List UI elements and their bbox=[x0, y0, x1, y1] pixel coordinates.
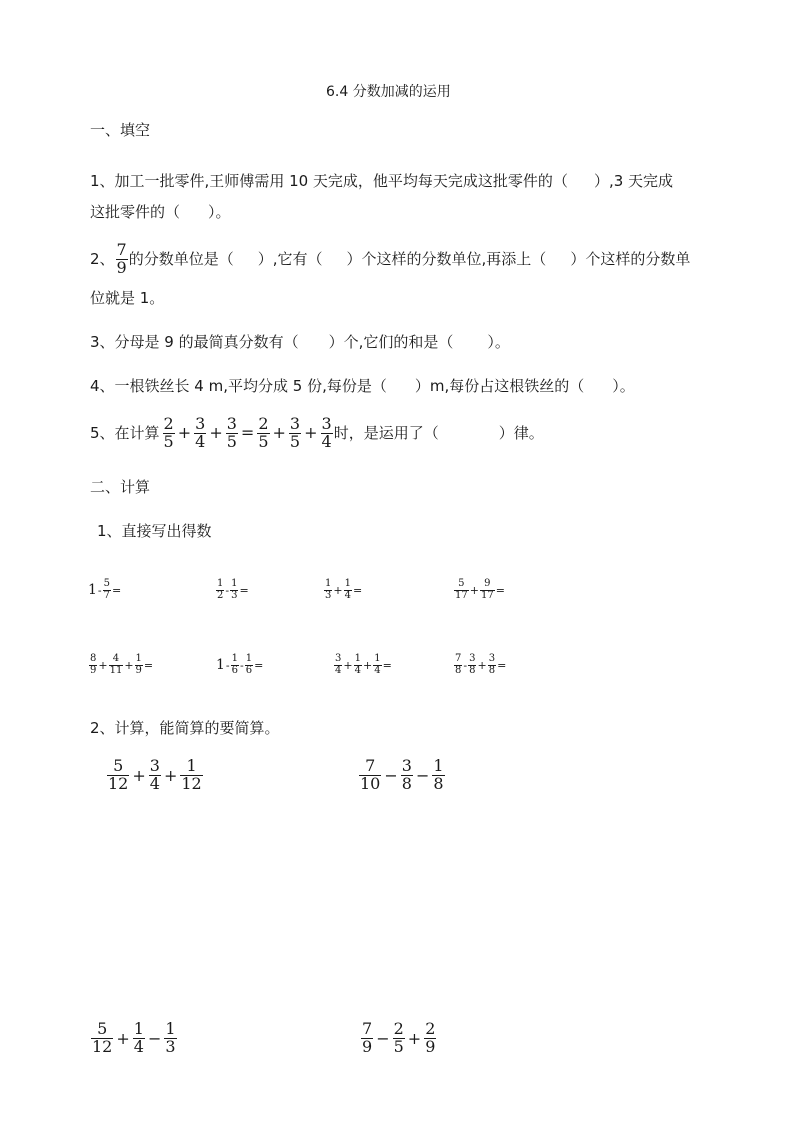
fraction bbox=[324, 579, 332, 601]
fraction bbox=[289, 416, 301, 451]
question-1-line-1 bbox=[90, 171, 673, 191]
operator-sign: + bbox=[477, 658, 487, 672]
subsection-mental-math-heading: 1、直接写出得数 bbox=[97, 522, 212, 540]
operator-sign: + bbox=[124, 658, 134, 672]
fraction-denominator: 4 bbox=[195, 431, 206, 451]
fraction-numerator: 1 bbox=[231, 578, 238, 589]
fraction-denominator: 9 bbox=[425, 1036, 436, 1056]
fraction-denominator: 8 bbox=[433, 773, 444, 793]
fraction bbox=[334, 654, 342, 676]
fraction-denominator: 10 bbox=[360, 773, 381, 793]
fraction bbox=[231, 654, 239, 676]
calc-problem bbox=[90, 1021, 178, 1056]
fraction bbox=[194, 416, 206, 451]
operator-sign: = bbox=[352, 583, 363, 597]
fraction-numerator: 7 bbox=[116, 240, 127, 259]
fraction-denominator: 6 bbox=[231, 664, 239, 676]
operator-sign: = bbox=[112, 583, 122, 597]
operator-sign: = bbox=[239, 583, 249, 597]
fraction-numerator: 1 bbox=[231, 653, 239, 664]
operator-sign: + bbox=[209, 423, 223, 443]
fraction bbox=[480, 579, 495, 601]
fraction-denominator: 12 bbox=[92, 1036, 113, 1056]
fraction-numerator: 1 bbox=[186, 756, 197, 775]
q1-text-b: ）,3 天完成 bbox=[593, 172, 674, 190]
fraction-numerator: 1 bbox=[133, 1019, 144, 1038]
fraction bbox=[230, 579, 238, 601]
fraction bbox=[135, 654, 143, 676]
q1-text-d: ）。 bbox=[208, 203, 231, 221]
operator-sign: − bbox=[415, 765, 430, 785]
operator-sign: - bbox=[463, 658, 468, 672]
operator-sign: − bbox=[376, 1028, 390, 1048]
fraction-numerator: 3 bbox=[195, 414, 206, 433]
fraction bbox=[401, 758, 413, 793]
fraction-numerator: 3 bbox=[401, 756, 412, 775]
mental-problem bbox=[323, 579, 362, 601]
fraction-denominator: 9 bbox=[90, 664, 97, 676]
fraction-denominator: 8 bbox=[488, 664, 496, 676]
fraction-denominator: 8 bbox=[401, 773, 412, 793]
calc-problem bbox=[106, 758, 204, 793]
fraction-numerator: 2 bbox=[393, 1019, 404, 1038]
fraction bbox=[424, 1021, 436, 1056]
fraction bbox=[133, 1021, 145, 1056]
operator-sign: = bbox=[143, 658, 154, 672]
fraction-numerator: 1 bbox=[217, 578, 224, 589]
q2-text-c: ）个这样的分数单位,再添上（ bbox=[346, 250, 547, 269]
q1-text-a: 1、加工一批零件,王师傅需用 10 天完成，他平均每天完成这批零件的（ bbox=[90, 172, 568, 190]
fraction-denominator: 11 bbox=[109, 664, 123, 676]
fraction bbox=[454, 579, 469, 601]
fraction-denominator: 9 bbox=[116, 257, 127, 277]
question-5 bbox=[90, 416, 544, 451]
fraction bbox=[257, 416, 269, 451]
fraction-denominator: 5 bbox=[393, 1036, 404, 1056]
fraction-denominator: 6 bbox=[245, 664, 253, 676]
fraction-numerator: 2 bbox=[163, 414, 174, 433]
subsection-simplify-heading: 2、计算，能简算的要简算。 bbox=[90, 719, 280, 737]
q3-text-a: 3、分母是 9 的最简真分数有（ bbox=[90, 333, 299, 351]
fraction-numerator: 3 bbox=[469, 653, 476, 664]
fraction-denominator: 5 bbox=[163, 431, 174, 451]
operator-sign: + bbox=[469, 583, 479, 597]
mental-problem bbox=[333, 654, 392, 676]
fraction-numerator: 9 bbox=[484, 578, 491, 589]
fraction bbox=[432, 758, 444, 793]
operator-sign: + bbox=[272, 423, 286, 443]
fraction-numerator: 4 bbox=[112, 653, 120, 664]
fraction-numerator: 1 bbox=[165, 1019, 176, 1038]
fraction-numerator: 1 bbox=[354, 653, 361, 664]
whole-number: 1 bbox=[88, 582, 97, 598]
fraction-numerator: 7 bbox=[455, 653, 462, 664]
fraction bbox=[109, 654, 124, 676]
fraction-numerator: 1 bbox=[135, 653, 142, 664]
fraction bbox=[103, 579, 111, 601]
operator-sign: - bbox=[225, 583, 230, 597]
fraction-denominator: 3 bbox=[165, 1036, 176, 1056]
fraction-numerator: 8 bbox=[90, 653, 97, 664]
operator-sign: = bbox=[382, 658, 392, 672]
fraction-denominator: 4 bbox=[354, 664, 361, 676]
operator-sign: - bbox=[225, 658, 230, 672]
fraction bbox=[354, 654, 362, 676]
fraction bbox=[89, 654, 97, 676]
operator-sign: - bbox=[240, 658, 244, 672]
fraction-denominator: 7 bbox=[103, 589, 111, 601]
fraction-numerator: 1 bbox=[433, 756, 444, 775]
page-title: 6.4 分数加减的运用 bbox=[326, 84, 451, 100]
fraction-denominator: 8 bbox=[455, 664, 462, 676]
fraction-numerator: 2 bbox=[258, 414, 269, 433]
mental-problem bbox=[88, 579, 121, 601]
q5-expression bbox=[162, 416, 334, 451]
operator-sign: + bbox=[362, 658, 373, 672]
fraction-denominator: 4 bbox=[321, 431, 332, 451]
fraction bbox=[361, 1021, 373, 1056]
whole-number: 1 bbox=[216, 657, 225, 673]
fraction-numerator: 1 bbox=[325, 578, 332, 589]
operator-sign: = bbox=[254, 658, 264, 672]
fraction bbox=[107, 758, 129, 793]
calc-problem bbox=[358, 758, 446, 793]
section-fill-blank-heading: 一、填空 bbox=[90, 121, 151, 139]
mental-problem bbox=[88, 654, 153, 676]
operator-sign: + bbox=[343, 658, 353, 672]
q5-text-c: ）律。 bbox=[498, 424, 544, 443]
mental-problem bbox=[216, 654, 263, 676]
operator-sign: = bbox=[495, 583, 505, 597]
q2-number: 2、 bbox=[90, 250, 115, 269]
fraction-denominator: 17 bbox=[480, 589, 494, 601]
fraction-denominator: 3 bbox=[231, 589, 238, 601]
fraction bbox=[216, 579, 224, 601]
q2-text-a: 的分数单位是（ bbox=[128, 250, 234, 269]
q4-text-c: ）。 bbox=[612, 377, 635, 395]
fraction-numerator: 5 bbox=[103, 578, 111, 589]
fraction-denominator: 4 bbox=[374, 664, 381, 676]
fraction bbox=[164, 1021, 176, 1056]
q3-text-c: ）。 bbox=[487, 333, 510, 351]
fraction-denominator: 5 bbox=[226, 431, 237, 451]
operator-sign: + bbox=[407, 1028, 422, 1048]
fraction bbox=[149, 758, 161, 793]
fraction-numerator: 3 bbox=[488, 653, 496, 664]
fraction-numerator: 1 bbox=[374, 653, 381, 664]
fraction-denominator: 5 bbox=[289, 431, 301, 451]
fraction-numerator: 3 bbox=[226, 414, 237, 433]
operator-sign: − bbox=[384, 765, 398, 785]
q4-text-b: ）m,每份占这根铁丝的（ bbox=[414, 377, 585, 395]
fraction bbox=[226, 416, 238, 451]
question-4 bbox=[90, 376, 635, 396]
fraction bbox=[321, 416, 333, 451]
operator-sign: + bbox=[177, 423, 192, 443]
fraction-denominator: 8 bbox=[469, 664, 476, 676]
fraction-numerator: 3 bbox=[335, 653, 342, 664]
q2-fraction bbox=[116, 242, 128, 277]
operator-sign: + bbox=[132, 765, 146, 785]
fraction bbox=[344, 579, 352, 601]
fraction-denominator: 5 bbox=[258, 431, 269, 451]
operator-sign: + bbox=[116, 1028, 130, 1048]
fraction-denominator: 4 bbox=[149, 773, 160, 793]
q1-text-c: 这批零件的（ bbox=[90, 203, 181, 221]
mental-problem bbox=[215, 579, 249, 601]
fraction bbox=[91, 1021, 113, 1056]
question-2-line-1 bbox=[90, 242, 690, 277]
fraction-numerator: 7 bbox=[362, 1019, 373, 1038]
fraction bbox=[359, 758, 381, 793]
fraction-denominator: 4 bbox=[133, 1036, 144, 1056]
q5-text-a: 5、在计算 bbox=[90, 424, 160, 443]
fraction-numerator: 1 bbox=[344, 578, 351, 589]
q2-text-b: ）,它有（ bbox=[257, 250, 323, 269]
fraction bbox=[488, 654, 496, 676]
q5-text-b: 时，是运用了（ bbox=[333, 424, 439, 443]
question-2-line-2: 位就是 1。 bbox=[90, 289, 165, 307]
fraction-denominator: 2 bbox=[217, 589, 224, 601]
fraction-denominator: 9 bbox=[362, 1036, 373, 1056]
fraction-numerator: 1 bbox=[245, 653, 253, 664]
fraction-denominator: 12 bbox=[108, 773, 129, 793]
question-1-line-2 bbox=[90, 202, 231, 222]
operator-sign: - bbox=[97, 583, 102, 597]
fraction-numerator: 2 bbox=[425, 1019, 436, 1038]
fraction-numerator: 3 bbox=[149, 756, 160, 775]
q2-text-d: ）个这样的分数单 bbox=[570, 250, 691, 269]
fraction-denominator: 17 bbox=[455, 589, 468, 601]
fraction-numerator: 7 bbox=[365, 756, 376, 775]
operator-sign: = bbox=[240, 423, 255, 443]
fraction-numerator: 5 bbox=[458, 578, 465, 589]
mental-problem bbox=[453, 654, 506, 676]
fraction bbox=[468, 654, 476, 676]
q3-text-b: ）个,它们的和是（ bbox=[328, 333, 454, 351]
section-calculation-heading: 二、计算 bbox=[90, 478, 151, 496]
operator-sign: + bbox=[304, 423, 318, 443]
operator-sign: + bbox=[163, 765, 178, 785]
mental-problem bbox=[453, 579, 505, 601]
fraction bbox=[163, 416, 175, 451]
operator-sign: + bbox=[98, 658, 108, 672]
operator-sign: − bbox=[147, 1028, 162, 1048]
calc-problem bbox=[360, 1021, 437, 1056]
fraction-numerator: 5 bbox=[97, 1019, 108, 1038]
fraction bbox=[245, 654, 253, 676]
fraction-denominator: 4 bbox=[344, 589, 351, 601]
operator-sign: + bbox=[333, 583, 343, 597]
fraction bbox=[373, 654, 381, 676]
fraction bbox=[393, 1021, 405, 1056]
question-3 bbox=[90, 332, 510, 352]
fraction bbox=[454, 654, 462, 676]
fraction bbox=[180, 758, 202, 793]
fraction-denominator: 12 bbox=[181, 773, 202, 793]
fraction-denominator: 3 bbox=[325, 589, 332, 601]
fraction-numerator: 3 bbox=[321, 414, 332, 433]
fraction-denominator: 9 bbox=[135, 664, 142, 676]
operator-sign: = bbox=[497, 658, 507, 672]
fraction-denominator: 4 bbox=[335, 664, 342, 676]
q4-text-a: 4、一根铁丝长 4 m,平均分成 5 份,每份是（ bbox=[90, 377, 387, 395]
fraction-numerator: 5 bbox=[113, 756, 124, 775]
fraction-numerator: 3 bbox=[289, 414, 301, 433]
